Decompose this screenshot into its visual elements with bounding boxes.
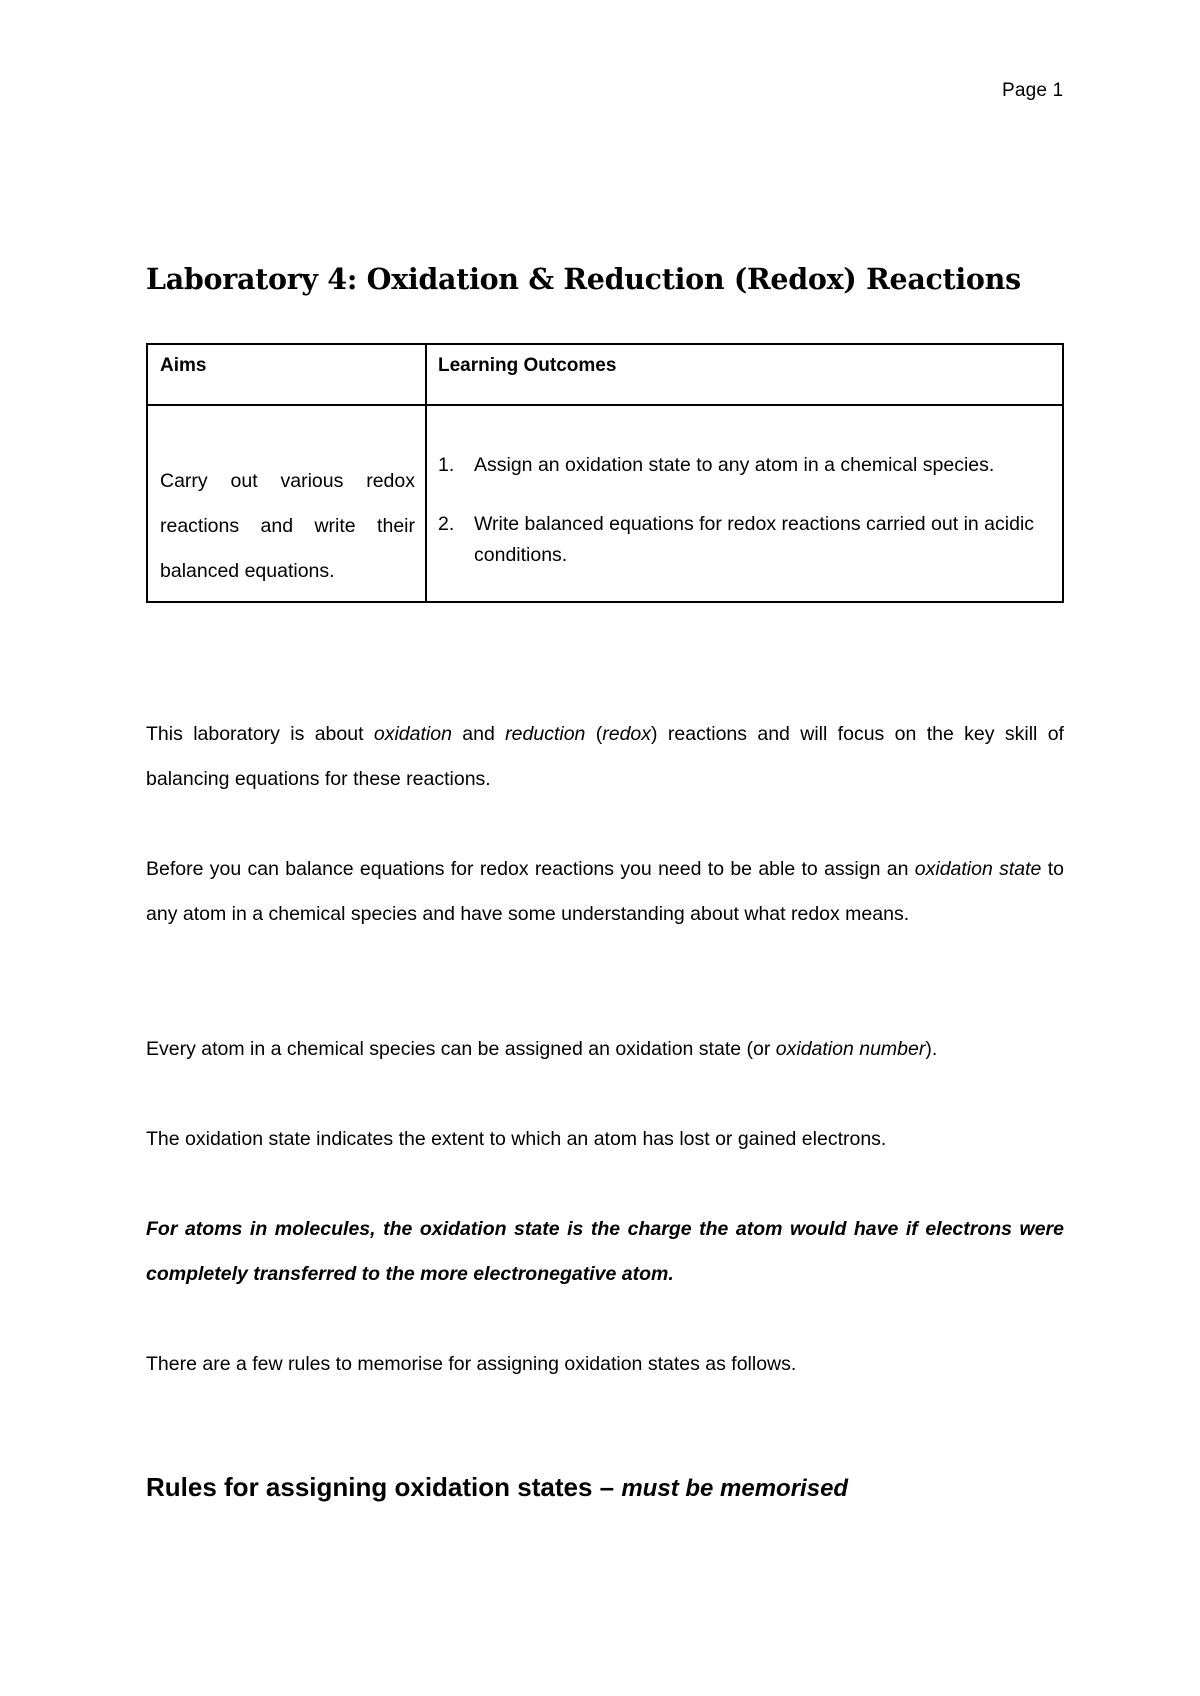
- rules-heading-dash: –: [592, 1472, 622, 1502]
- text-run: Every atom in a chemical species can be assigned an oxidation state (or: [146, 1038, 776, 1060]
- balance-paragraph: [146, 847, 1064, 937]
- rules-heading-main: Rules for assigning oxidation states: [146, 1472, 593, 1502]
- oxidation-number-paragraph: [146, 1027, 1064, 1072]
- learning-outcomes-header: Learning Outcomes: [426, 344, 1063, 405]
- table-header-row: [147, 344, 1063, 405]
- aims-outcomes-table: [146, 343, 1064, 603]
- emphasis-reduction: reduction: [505, 723, 586, 745]
- list-item-text: Assign an oxidation state to any atom in a chemical species.: [474, 454, 995, 476]
- text-run: ) reactions and will focus on the key skill of balancing equations for these reactions.: [146, 723, 1064, 790]
- text-run: Before you can balance equations for redox reactions you need to be able to assign an: [146, 858, 915, 880]
- table-row: [147, 405, 1063, 602]
- aims-text: Carry out various redox reactions and write their balanced equations.: [160, 470, 415, 582]
- intro-paragraph: [146, 712, 1064, 802]
- list-item-text: Write balanced equations for redox reactions carried out in acidic conditions.: [474, 513, 1035, 566]
- rules-heading: [146, 1472, 848, 1503]
- page-title: Laboratory 4: Oxidation & Reduction (Redox) Reactions: [146, 262, 1021, 296]
- emphasis-oxidation-state: oxidation state: [914, 858, 1042, 880]
- list-item-number: 2.: [438, 513, 455, 535]
- page-number: Page 1: [1002, 80, 1064, 101]
- learning-outcomes-list: [427, 406, 1062, 601]
- list-item: [438, 450, 1048, 481]
- aims-header: Aims: [147, 344, 426, 405]
- emphasis-oxidation-number: oxidation number: [775, 1038, 926, 1060]
- emphasis-oxidation: oxidation: [373, 723, 452, 745]
- oxidation-state-paragraph: The oxidation state indicates the extent to which an atom has lost or gained electrons.: [146, 1128, 887, 1150]
- rules-intro-paragraph: There are a few rules to memorise for assigning oxidation states as follows.: [146, 1353, 797, 1375]
- text-run: This laboratory is about: [146, 723, 374, 745]
- emphasis-redox: redox: [602, 723, 652, 745]
- rules-heading-emphasis: must be memorised: [621, 1475, 849, 1502]
- list-item-number: 1.: [438, 454, 455, 476]
- list-item: [438, 509, 1048, 571]
- outcomes-cell: [426, 405, 1063, 602]
- text-run: (: [585, 723, 603, 745]
- definition-paragraph: For atoms in molecules, the oxidation state is the charge the atom would have if electrons were completely transferred to the more electronegative atom.: [146, 1218, 1064, 1285]
- text-run: to any atom in a chemical species and have some understanding about what redox means.: [146, 858, 1064, 925]
- text-run: and: [451, 723, 506, 745]
- aims-cell: [147, 405, 426, 602]
- text-run: ).: [925, 1038, 938, 1060]
